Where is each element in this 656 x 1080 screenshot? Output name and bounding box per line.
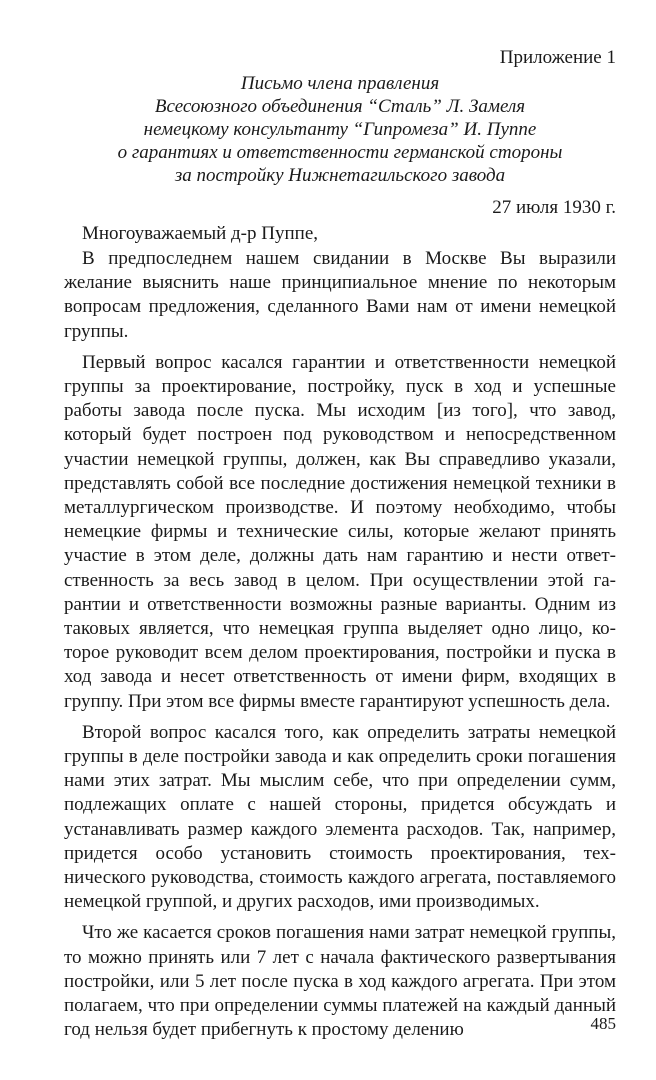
title-line: за постройку Нижнетагильского завода [174,165,506,186]
paragraph: В предпоследнем нашем свидании в Москве Вы выразили желание выяснить наше принципиальное мнение по некоторым вопросам предложения, сделанного Вами нам от имени немецкой группы. [64,248,616,342]
page-number: 485 [590,1014,616,1033]
paragraph: Что же касается сроков погашения нами затрат немецкой группы, то можно принять или 7 лет с начала фактического развертывания постройки, или 5 лет после пуска в ход каждого агрегата. При этом полагаем, что при определении суммы платежей на каждый данный год нельзя будет прибегнуть к простому делению [64,922,616,1041]
title-line: Письмо члена правления [240,73,440,94]
document-title [64,72,616,187]
paragraph: Второй вопрос касался того, как определить затраты немецкой группы в деле постройки завода и как определить сроки погашения нами этих затрат. Мы мыслим себе, что при определении сумм, подлежащих оплате с нашей стороны, придется обсуждать и устанавливать размер каждого элемента расходов. Так, например, придется особо установить стоимость проектирования, технического руководства, стоимость каждого агрегата, поставляемого немецкой группой, и других расходов, ими производимых. [64,721,616,913]
appendix-label: Приложение 1 [499,47,616,68]
paragraph: Первый вопрос касался гарантии и ответственности немецкой группы за проектирование, постройку, пуск в ход и успешные работы завода после пуска. Мы исходим [из того], что завод, который будет построен под руководством и непосредственном участии немецкой группы, должен, как Вы справедливо указали, представлять собой все последние достижения немецкой техники в металлургическом производстве. И поэтому необходимо, чтобы немецкие фирмы и технические силы, которые желают принять участие в этом деле, должны дать нам гарантию и нести ответственность за весь завод в целом. При осуществлении этой гарантии и ответственности возможны разные варианты. Одним из таковых является, что немецкая группа выделяет одно лицо, которое руководит всем делом проектирования, постройки и пуска в ход завода и несет ответственность от имени фирм, входящих в группу. При этом все фирмы вместе гарантируют успешность дела. [64,351,616,712]
letter-date: 27 июля 1930 г. [492,197,616,218]
title-line: о гарантиях и ответственности германской стороны [117,142,563,163]
title-line: Всесоюзного объединения “Сталь” Л. Замеля [154,96,526,117]
title-line: немецкому консультанту “Гипромеза” И. Пуппе [143,119,537,140]
document-page [64,38,616,1048]
salutation: Многоуважаемый д-р Пуппе, [82,223,318,244]
